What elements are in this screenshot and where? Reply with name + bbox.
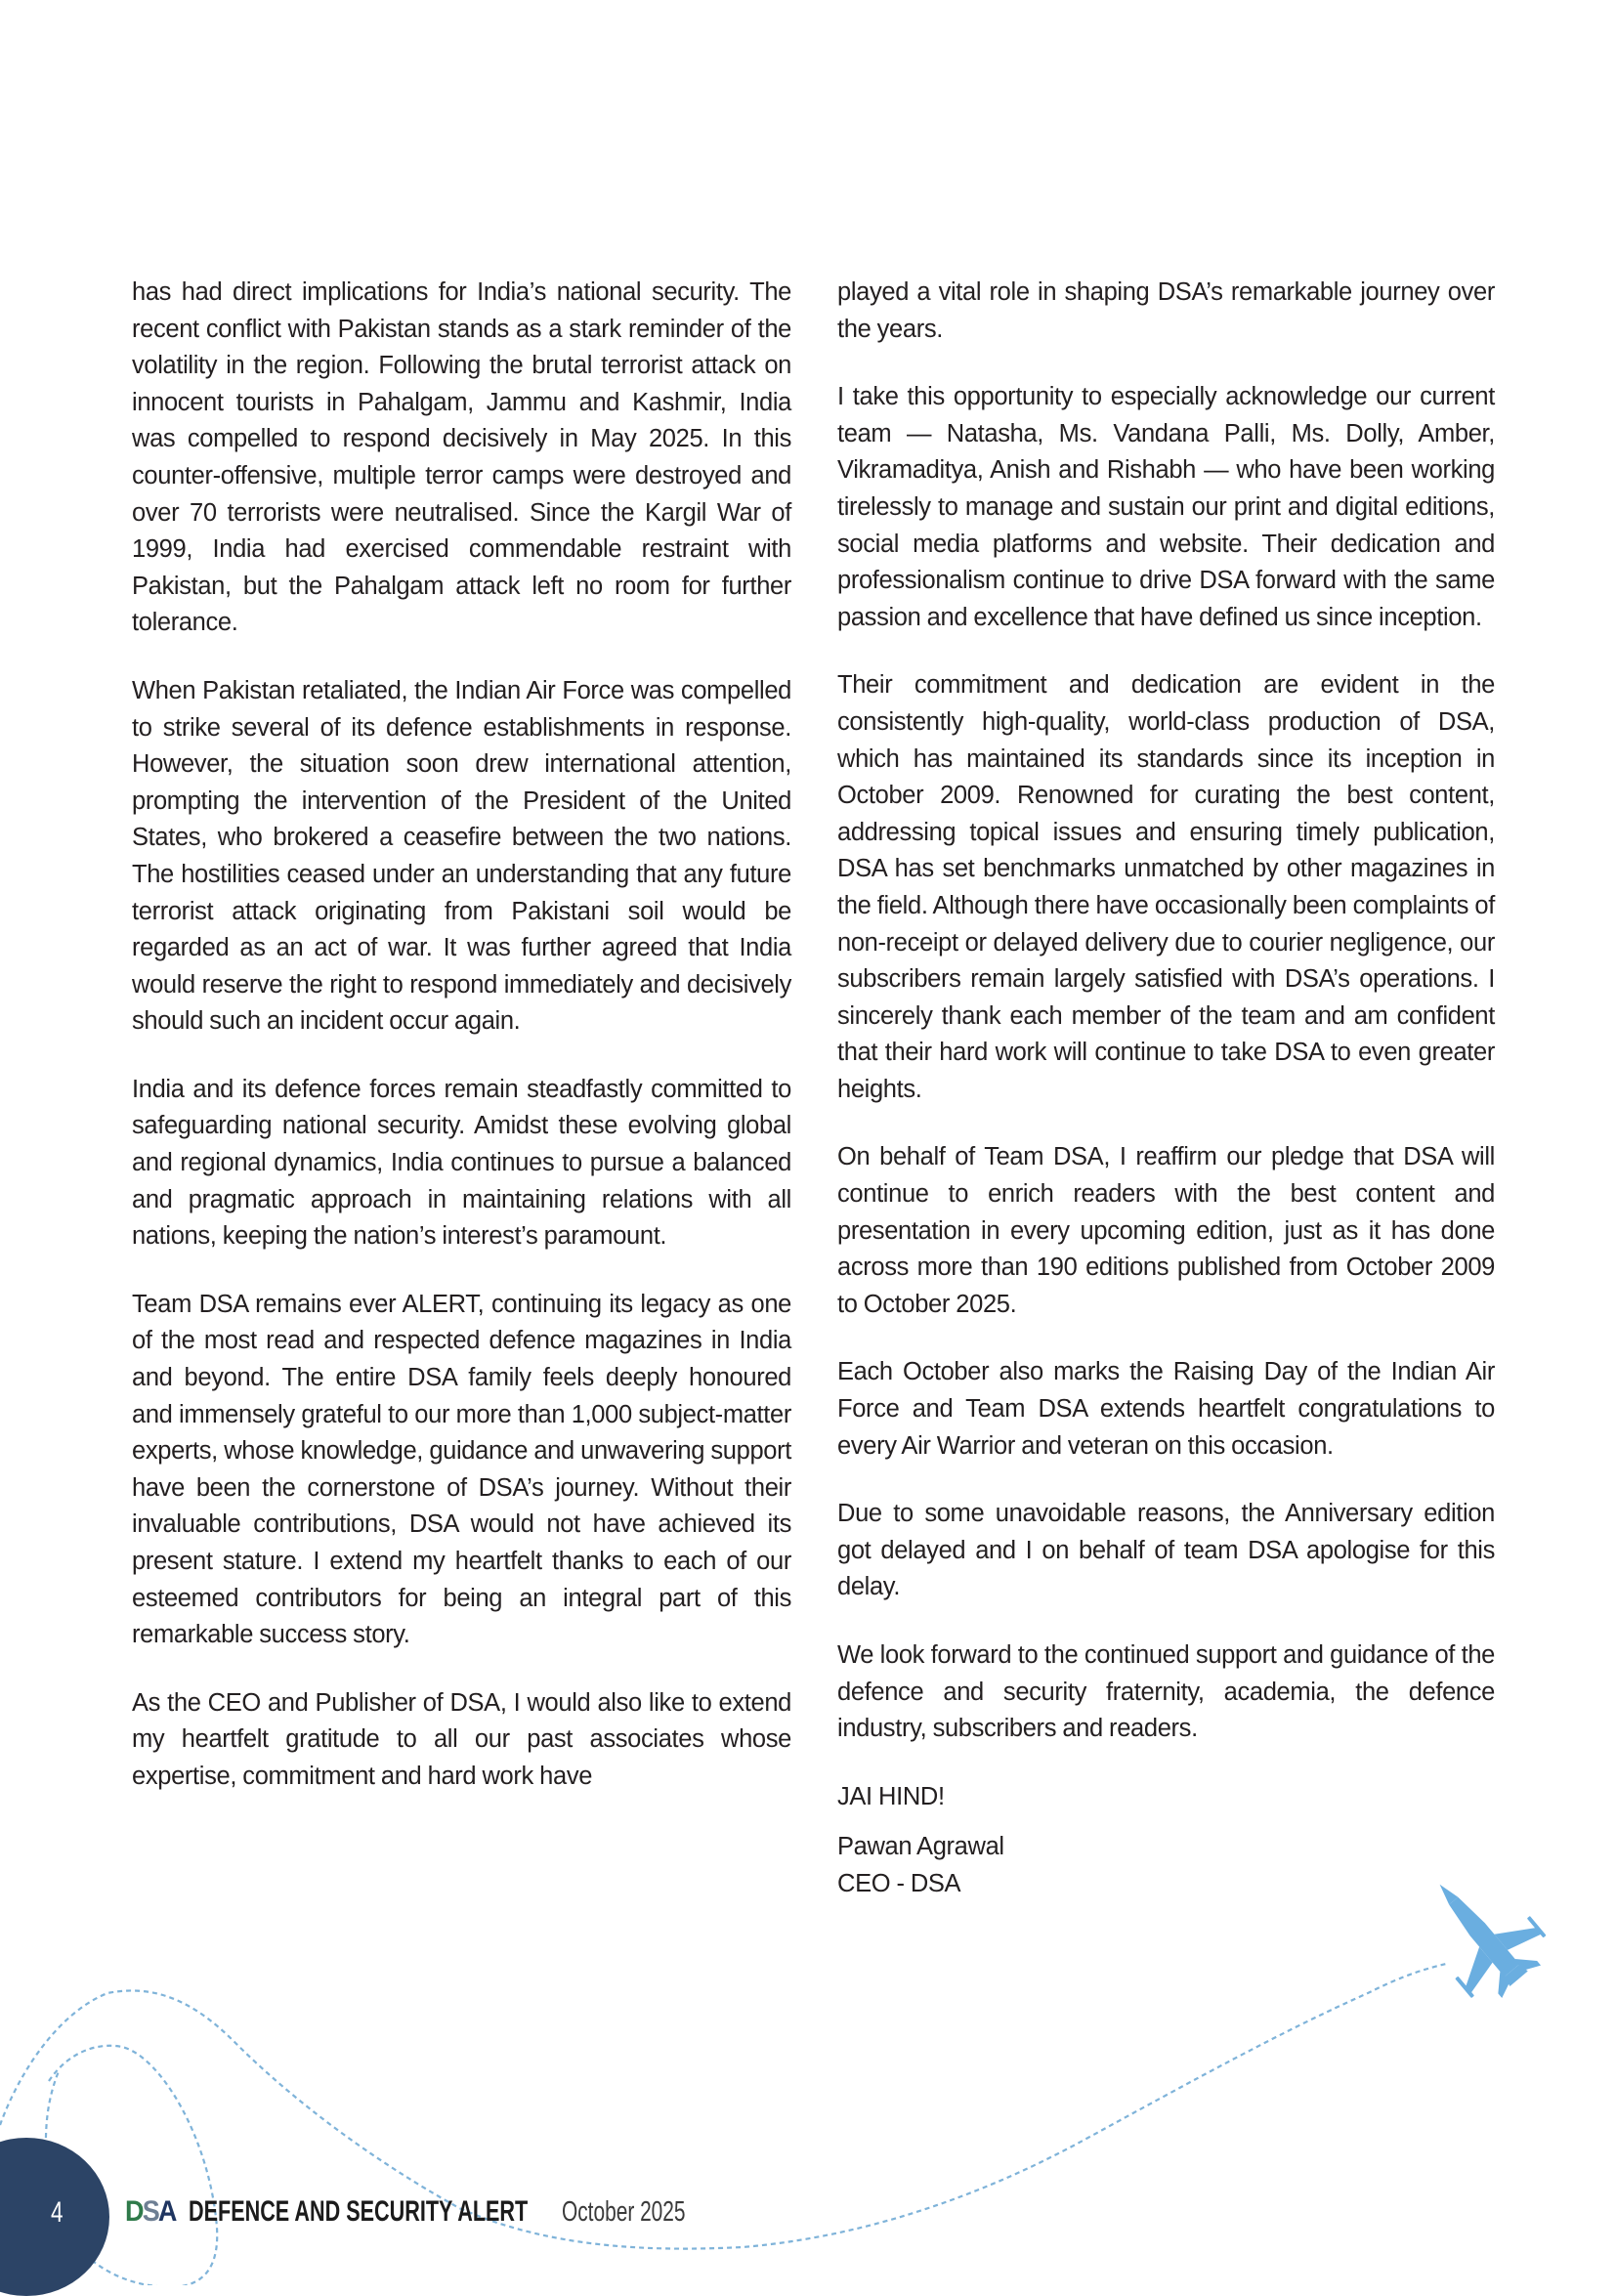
logo-letter-a: A xyxy=(157,2195,176,2228)
issue-date: October 2025 xyxy=(562,2196,686,2228)
dsa-logo xyxy=(125,2195,176,2229)
salutation: JAI HIND! xyxy=(837,1782,945,1810)
paragraph: We look forward to the continued support and guidance of the defence and security fraternity, academia, the defence industry, subscribers and readers. xyxy=(837,1641,1495,1743)
signatory-name: Pawan Agrawal xyxy=(837,1833,1004,1861)
paragraph: India and its defence forces remain steadfastly committed to safeguarding national security. Amidst these evolving global and regional dynamics, India continues to pursue a balanced and pragmatic approach in maintaining relations with all nations, keeping the nation’s interest’s paramount. xyxy=(132,1075,791,1251)
article-column-left xyxy=(132,275,791,1827)
paragraph: Their commitment and dedication are evident in the consistently high-quality, world-class production of DSA, which has maintained its standards since its inception in October 2009. Renowned for curating the best content, addressing topical issues and ensuring timely publication, DSA has set benchmarks unmatched by other magazines in the field. Although there have occasionally been complaints of non-receipt or delayed delivery due to courier negligence, our subscribers remain largely satisfied with DSA’s operations. I sincerely thank each member of the team and am confident that their hard work will continue to take DSA to even greater heights. xyxy=(837,671,1495,1103)
footer-masthead xyxy=(125,2195,734,2229)
paragraph: played a vital role in shaping DSA’s remarkable journey over the years. xyxy=(837,278,1495,343)
logo-letter-s: S xyxy=(142,2195,158,2228)
paragraph: has had direct implications for India’s national security. The recent conflict with Pakistan stands as a stark reminder of the volatility in the region. Following the brutal terrorist attack on innocent tourists in Pahalgam, Jammu and Kashmir, India was compelled to respond decisively in May 2025. In this counter-offensive, multiple terror camps were destroyed and over 70 terrorists were neutralised. Since the Kargil War of 1999, India had exercised commendable restraint with Pakistan, but the Pahalgam attack left no room for further tolerance. xyxy=(132,278,791,637)
magazine-title: DEFENCE AND SECURITY ALERT xyxy=(189,2195,529,2228)
paragraph: On behalf of Team DSA, I reaffirm our pledge that DSA will continue to enrich readers with the best content and presentation in every upcoming edition, just as it has done across more than 190 editions published from October 2009 to October 2025. xyxy=(837,1143,1495,1318)
article-column-right xyxy=(837,275,1495,1903)
paragraph: When Pakistan retaliated, the Indian Air Force was compelled to strike several of its defence establishments in response. However, the situation soon drew international attention, prompting the intervention of the President of the United States, who brokered a ceasefire between the two nations. The hostilities ceased under an understanding that any future terrorist attack originating from Pakistani soil would be regarded as an act of war. It was further agreed that India would reserve the right to respond immediately and decisively should such an incident occur again. xyxy=(132,676,791,1036)
paragraph: Due to some unavoidable reasons, the Anniversary edition got delayed and I on behalf of team DSA apologise for this delay. xyxy=(837,1500,1495,1601)
paragraph: I take this opportunity to especially acknowledge our current team — Natasha, Ms. Vandana Palli, Ms. Dolly, Amber, Vikramaditya, Anish and Rishabh — who have been working tirelessly to manage and sustain our print and digital editions, social media platforms and website. Their dedication and professionalism continue to drive DSA forward with the same passion and excellence that have defined us since inception. xyxy=(837,383,1495,631)
paragraph: As the CEO and Publisher of DSA, I would also like to extend my heartfelt gratitude to all our past associates whose expertise, commitment and hard work have xyxy=(132,1688,791,1790)
page-number: 4 xyxy=(51,2196,64,2229)
paragraph: Team DSA remains ever ALERT, continuing its legacy as one of the most read and respected defence magazines in India and beyond. The entire DSA family feels deeply honoured and immensely grateful to our more than 1,000 subject-matter experts, whose knowledge, guidance and unwavering support have been the cornerstone of DSA’s journey. Without their invaluable contributions, DSA would not have achieved its present stature. I extend my heartfelt thanks to each of our esteemed contributors for being an integral part of this remarkable success story. xyxy=(132,1290,791,1649)
paragraph: Each October also marks the Raising Day of the Indian Air Force and Team DSA extends heartfelt congratulations to every Air Warrior and veteran on this occasion. xyxy=(837,1358,1495,1460)
signatory-title: CEO - DSA xyxy=(837,1869,961,1897)
signoff xyxy=(837,1779,1495,1903)
logo-letter-d: D xyxy=(125,2195,143,2228)
